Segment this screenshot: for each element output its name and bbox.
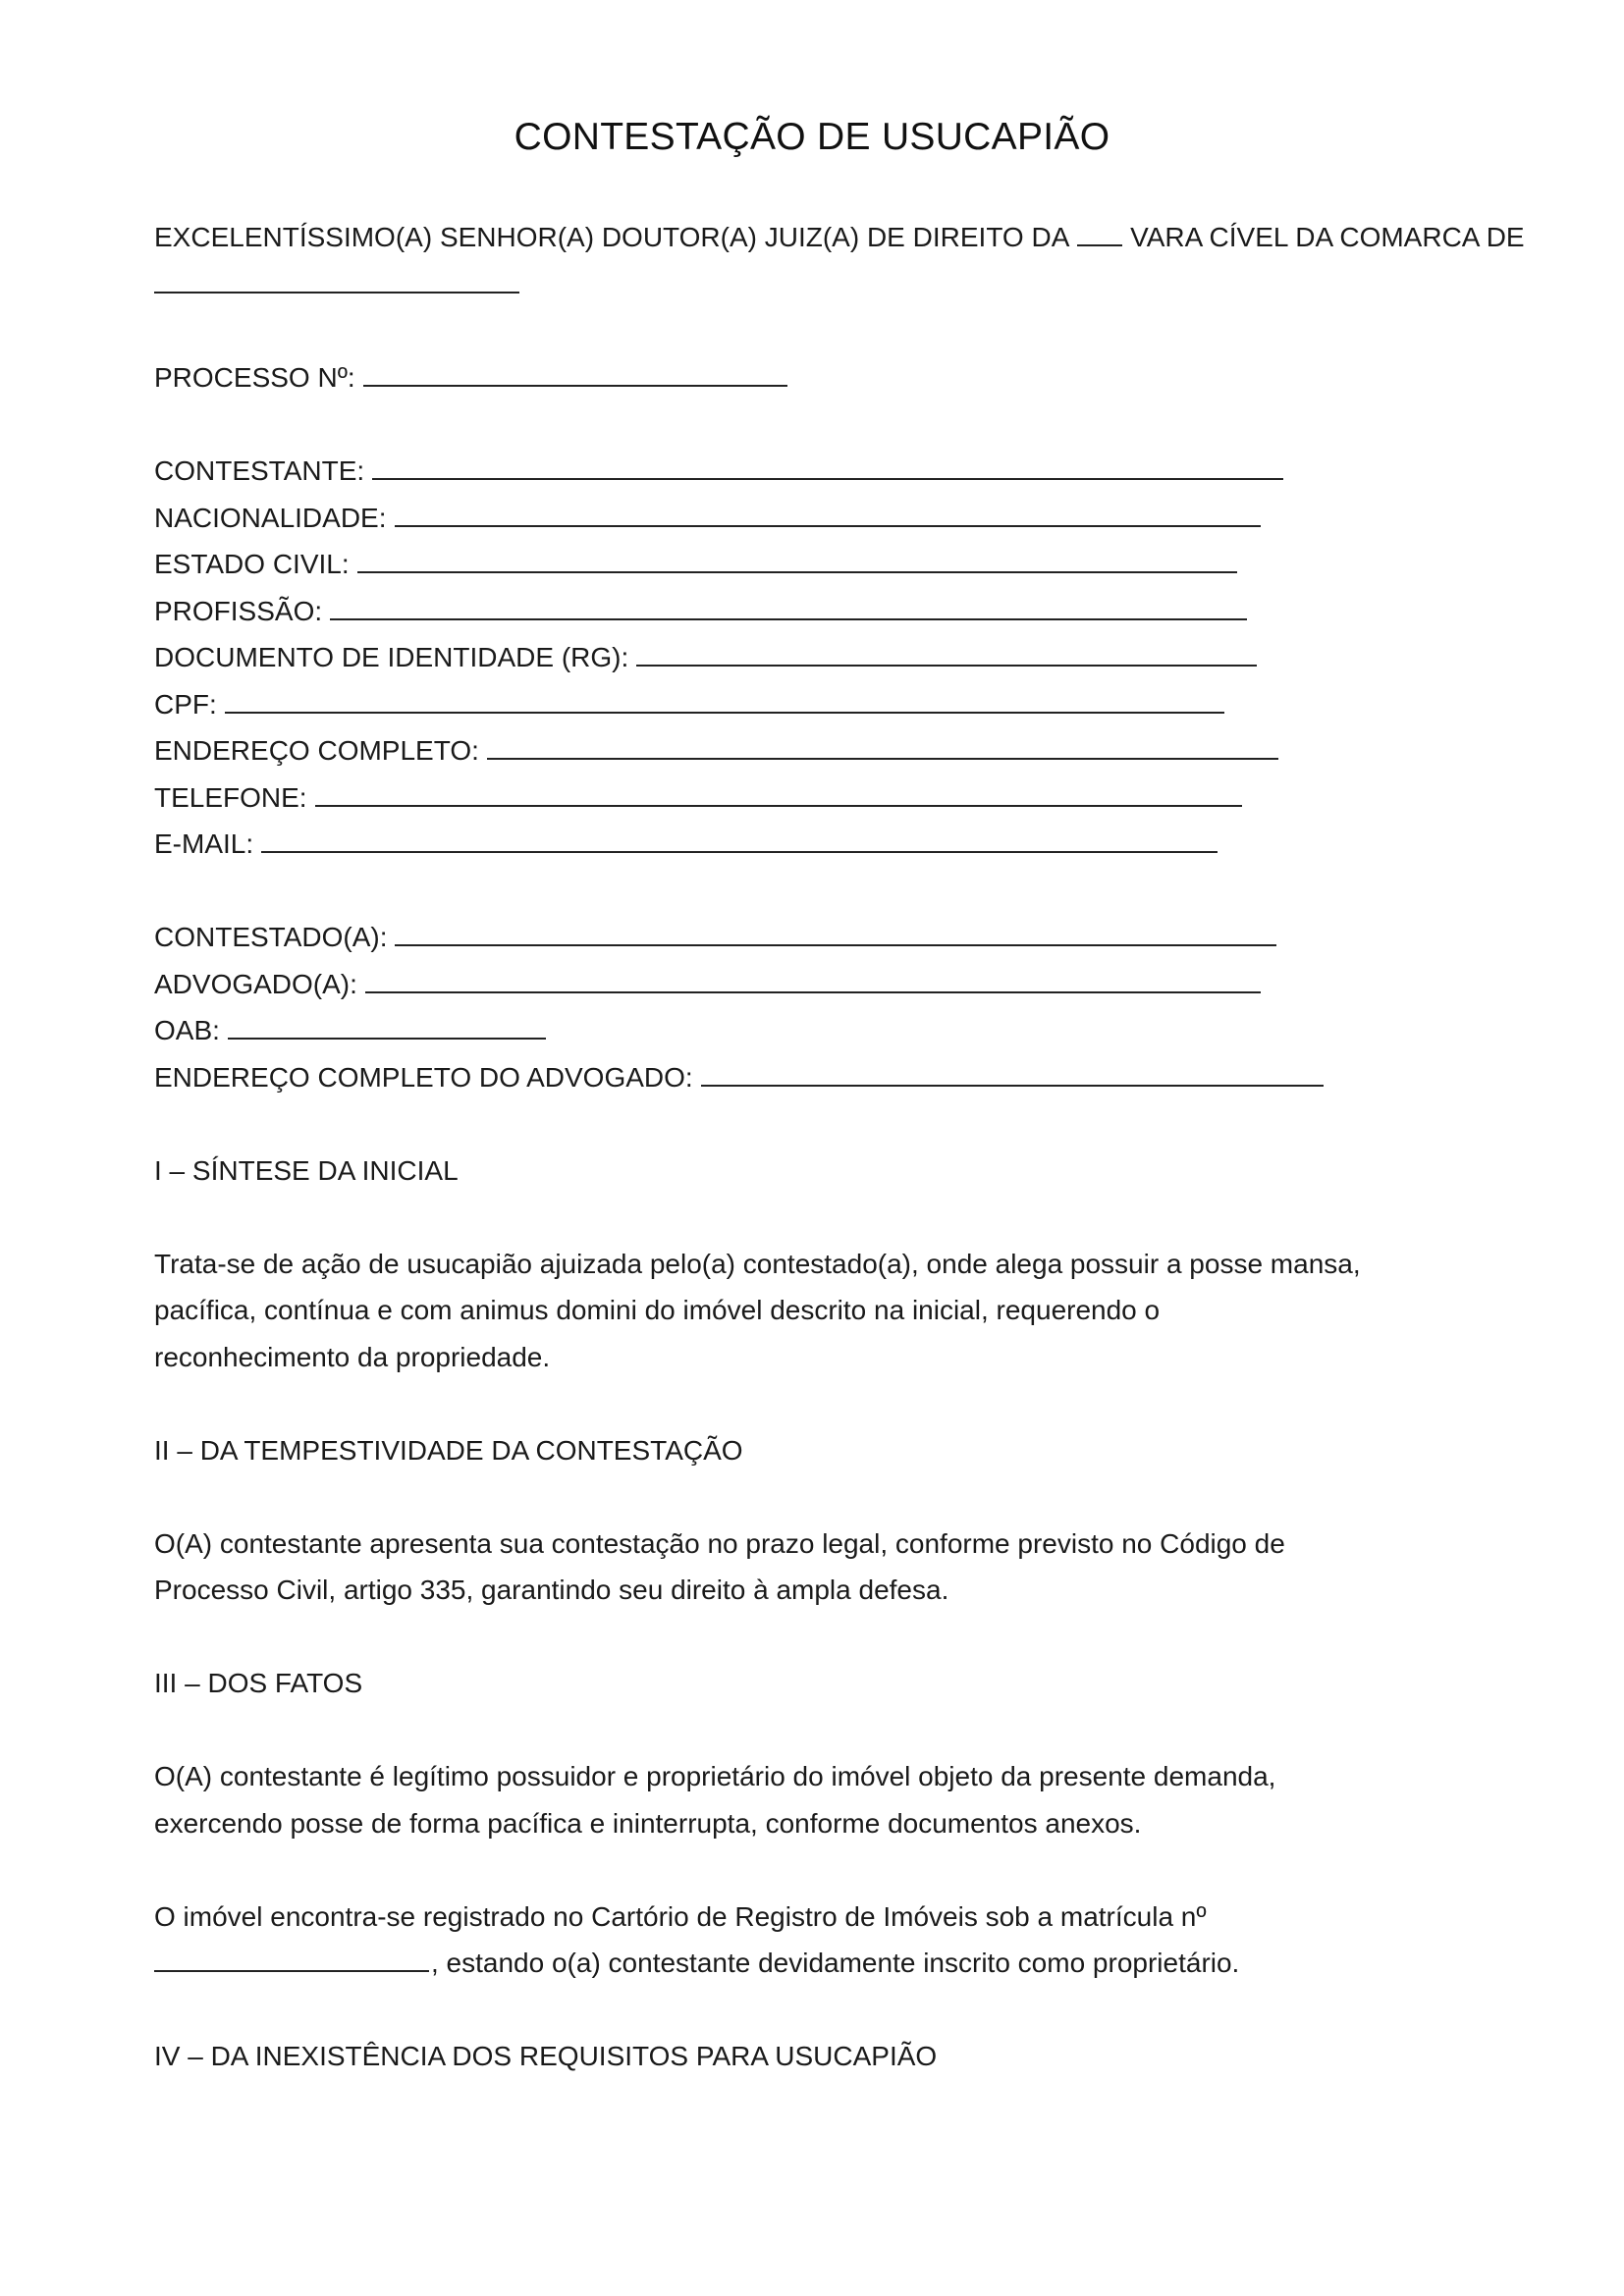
process-number-label: PROCESSO Nº:: [154, 362, 355, 393]
paragraph-line: pacífica, contínua e com animus domini do imóvel descrito na inicial, requerendo o: [154, 1295, 1161, 1325]
field-blank: [395, 504, 1261, 527]
field-label: OAB:: [154, 1015, 220, 1045]
paragraph-line: O(A) contestante é legítimo possuidor e proprietário do imóvel objeto da presente demanda,: [154, 1761, 1276, 1791]
registration-number-blank: [154, 1949, 429, 1972]
field-oab: [154, 1014, 546, 1047]
field-label: ADVOGADO(A):: [154, 969, 357, 999]
field-label: ESTADO CIVIL:: [154, 549, 350, 579]
field-blank: [225, 690, 1224, 714]
field-email: [154, 828, 1218, 861]
district-blank: [154, 270, 519, 294]
field-contested: [154, 921, 1276, 954]
field-blank: [365, 970, 1261, 993]
paragraph-line: O(A) contestante apresenta sua contestação no prazo legal, conforme previsto no Código de: [154, 1528, 1285, 1559]
field-blank: [636, 643, 1257, 667]
paragraph-line: exercendo posse de forma pacífica e ininterrupta, conforme documentos anexos.: [154, 1808, 1142, 1839]
field-blank: [372, 456, 1283, 480]
process-number-line: [154, 361, 787, 395]
court-number-blank: [1077, 223, 1122, 246]
field-blank: [261, 829, 1218, 853]
field-label: CONTESTANTE:: [154, 455, 365, 486]
field-marital-status: [154, 548, 1237, 581]
registration-line: [154, 1947, 1239, 1980]
field-phone: [154, 781, 1242, 815]
paragraph-line: Trata-se de ação de usucapião ajuizada pelo(a) contestado(a), onde alega possuir a posse mansa,: [154, 1249, 1361, 1279]
field-address: [154, 734, 1278, 768]
field-blank: [315, 783, 1242, 807]
field-label: E-MAIL:: [154, 828, 254, 859]
field-lawyer-address: [154, 1061, 1324, 1095]
paragraph-line: reconhecimento da propriedade.: [154, 1342, 551, 1372]
field-blank: [228, 1016, 546, 1040]
field-label: ENDEREÇO COMPLETO:: [154, 735, 479, 766]
addressee-text-after: VARA CÍVEL DA COMARCA DE: [1130, 222, 1525, 252]
paragraph-line: O imóvel encontra-se registrado no Cartório de Registro de Imóveis sob a matrícula nº: [154, 1901, 1207, 1932]
field-blank: [330, 597, 1247, 620]
field-cpf: [154, 688, 1224, 721]
document-title: CONTESTAÇÃO DE USUCAPIÃO: [514, 116, 1110, 158]
field-lawyer: [154, 968, 1261, 1001]
field-label: CPF:: [154, 689, 217, 720]
field-label: TELEFONE:: [154, 782, 307, 813]
paragraph-line: Processo Civil, artigo 335, garantindo seu direito à ampla defesa.: [154, 1575, 949, 1605]
section-heading: IV – DA INEXISTÊNCIA DOS REQUISITOS PARA USUCAPIÃO: [154, 2041, 938, 2071]
process-number-blank: [363, 363, 787, 387]
field-label: DOCUMENTO DE IDENTIDADE (RG):: [154, 642, 629, 672]
field-label: CONTESTADO(A):: [154, 922, 388, 952]
field-label: NACIONALIDADE:: [154, 503, 387, 533]
field-blank: [357, 550, 1237, 573]
section-heading: I – SÍNTESE DA INICIAL: [154, 1155, 459, 1186]
district-blank-line: [154, 268, 521, 301]
registration-line-text: , estando o(a) contestante devidamente inscrito como proprietário.: [431, 1948, 1240, 1978]
field-blank: [487, 736, 1278, 760]
field-profession: [154, 595, 1247, 628]
field-label: PROFISSÃO:: [154, 596, 323, 626]
section-heading: II – DA TEMPESTIVIDADE DA CONTESTAÇÃO: [154, 1435, 743, 1466]
field-blank: [395, 923, 1276, 946]
addressee-text-before: EXCELENTÍSSIMO(A) SENHOR(A) DOUTOR(A) JUIZ(A) DE DIREITO DA: [154, 222, 1070, 252]
field-nationality: [154, 502, 1261, 535]
addressee-line: [154, 221, 1525, 254]
field-identity-document: [154, 641, 1257, 674]
field-label: ENDEREÇO COMPLETO DO ADVOGADO:: [154, 1062, 693, 1093]
field-contestant: [154, 454, 1283, 488]
section-heading: III – DOS FATOS: [154, 1668, 363, 1698]
field-blank: [701, 1063, 1324, 1087]
